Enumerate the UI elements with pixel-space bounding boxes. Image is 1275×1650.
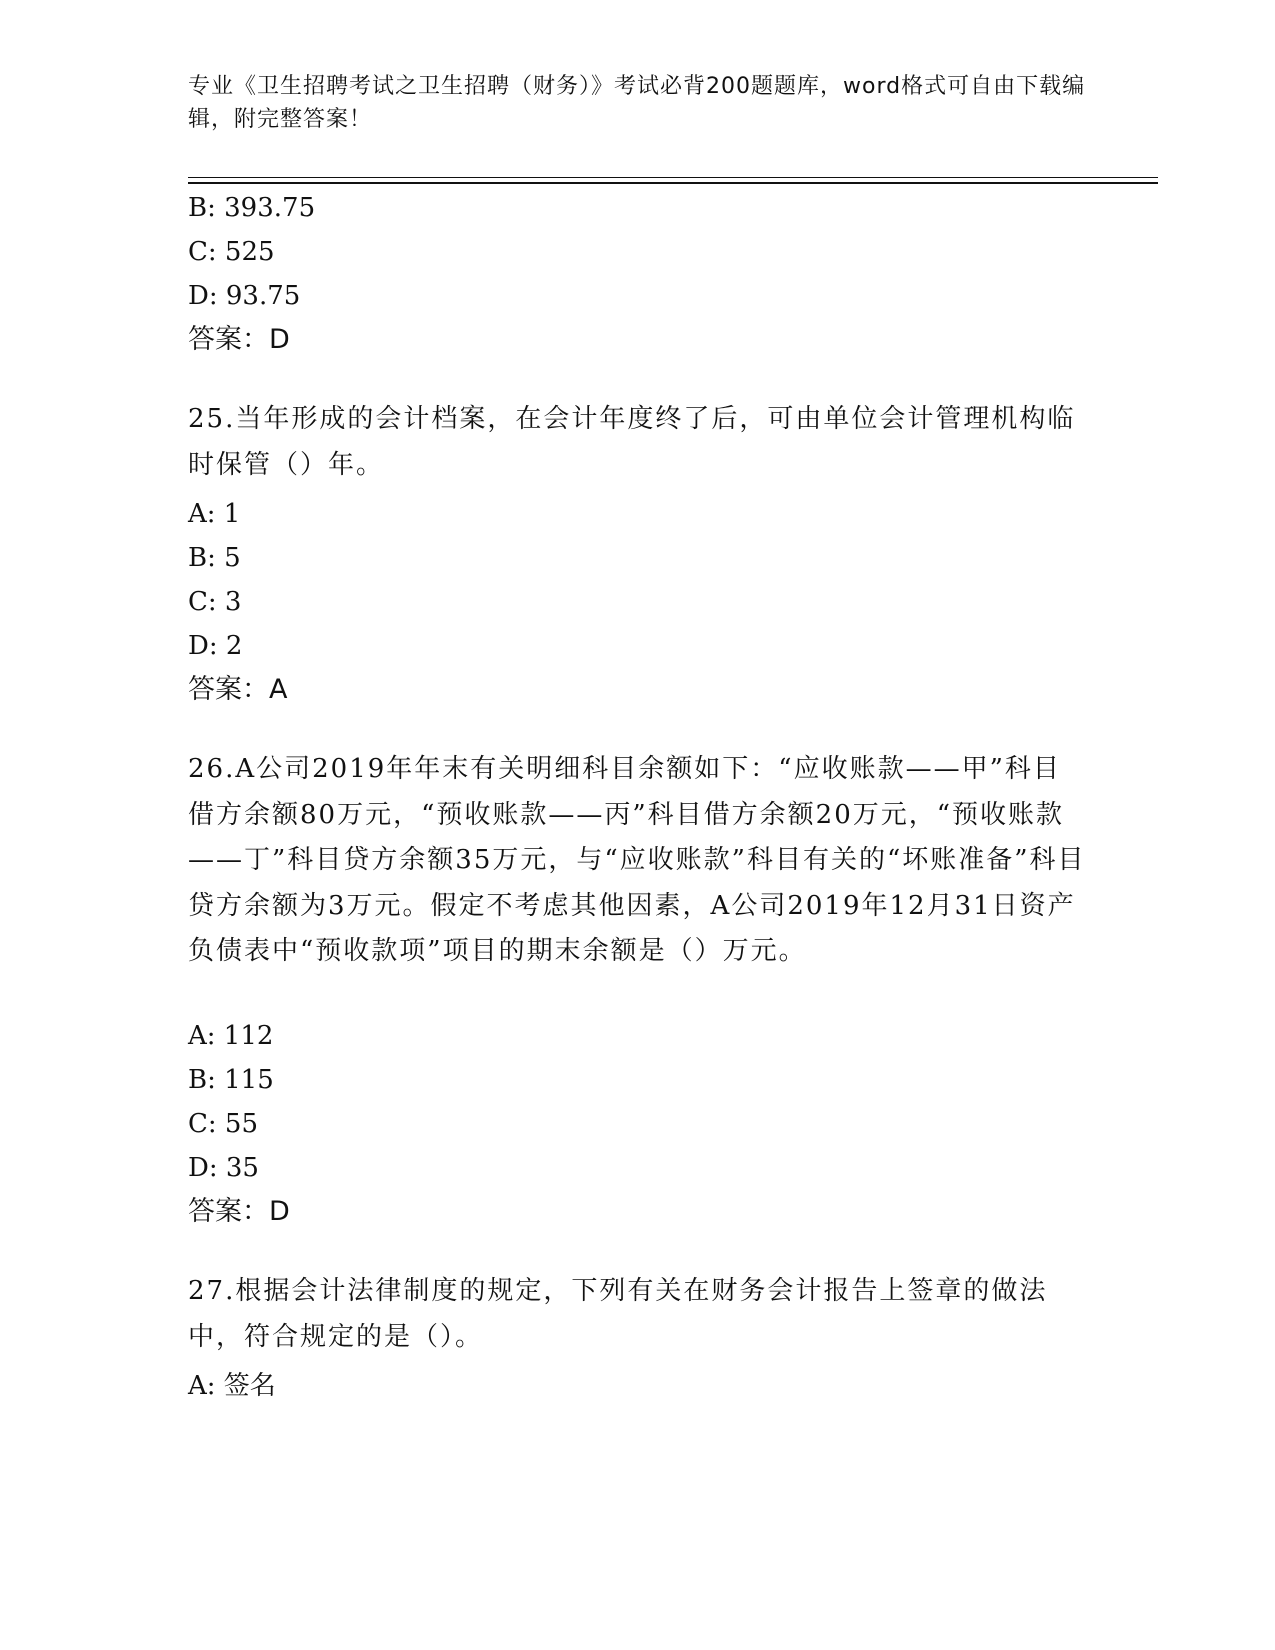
question-stem-26: 26.A公司2019年年末有关明细科目余额如下：“应收账款——甲”科目借方余额80万元，“预收账款——丙”科目借方余额20万元，“预收账款——丁”科目贷方余额35万元，与“应收账款”科目有关的“坏账准备”科目贷方余额为3万元。假定不考虑其他因素，A公司2019年12月31日资产负债表中“预收款项”项目的期末余额是（）万元。 — [188, 754, 1086, 966]
option-b: B: 393.75 — [188, 193, 316, 223]
option-b: B: 5 — [188, 543, 241, 573]
option-a: A: 1 — [188, 499, 241, 529]
option-a: A: 签名 — [188, 1371, 276, 1401]
option-b: B: 115 — [188, 1065, 274, 1095]
question-stem-27: 27.根据会计法律制度的规定，下列有关在财务会计报告上签章的做法中，符合规定的是（）。 — [188, 1276, 1048, 1352]
header-divider-thick — [188, 182, 1158, 184]
document-header: 专业《卫生招聘考试之卫生招聘（财务）》考试必背200题题库，word格式可自由下载编辑，附完整答案！ — [188, 74, 1086, 132]
option-c: C: 3 — [188, 587, 242, 617]
option-c: C: 55 — [188, 1109, 259, 1139]
option-d: D: 93.75 — [188, 281, 301, 311]
option-d: D: 2 — [188, 631, 243, 661]
answer-line: 答案：D — [188, 324, 290, 355]
answer-line: 答案：A — [188, 674, 288, 705]
option-c: C: 525 — [188, 237, 275, 267]
option-a: A: 112 — [188, 1021, 274, 1051]
option-d: D: 35 — [188, 1153, 259, 1183]
answer-line: 答案：D — [188, 1196, 290, 1227]
question-stem-25: 25.当年形成的会计档案，在会计年度终了后，可由单位会计管理机构临时保管（）年。 — [188, 404, 1076, 480]
header-divider-thin — [188, 177, 1158, 178]
